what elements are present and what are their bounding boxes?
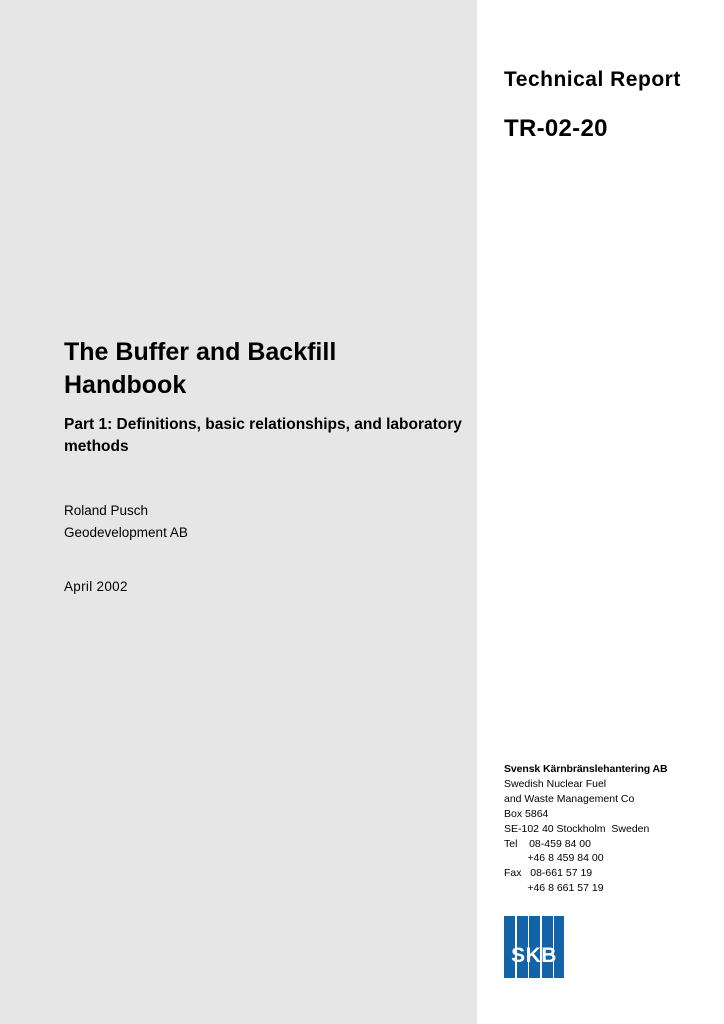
publisher-line-7: Fax 08-661 57 19 (504, 867, 593, 880)
author-block (64, 500, 464, 545)
publisher-organization: Svensk Kärnbränslehantering AB (504, 763, 668, 775)
publisher-line-1: Swedish Nuclear Fuel (504, 777, 607, 790)
publisher-line-5: Tel 08-459 84 00 (504, 837, 591, 850)
logo-wordmark: SKB (511, 944, 557, 967)
page-subtitle: Part 1: Definitions, basic relationships, and laboratory methods (64, 416, 462, 456)
page-title: The Buffer and Backfill Handbook (64, 338, 337, 399)
report-type-label: Technical Report (504, 68, 681, 91)
publication-date: April 2002 (64, 579, 128, 594)
report-number-label: TR-02-20 (504, 115, 608, 142)
publisher-line-2: and Waste Management Co (504, 792, 635, 805)
author-name: Roland Pusch (64, 503, 149, 518)
skb-logo (504, 916, 564, 978)
publisher-line-3: Box 5864 (504, 807, 549, 820)
author-affiliation: Geodevelopment AB (64, 525, 188, 541)
publisher-block (504, 762, 714, 896)
publisher-line-6: +46 8 459 84 00 (504, 852, 604, 865)
publisher-line-4: SE-102 40 Stockholm Sweden (504, 822, 650, 835)
publisher-line-8: +46 8 661 57 19 (504, 882, 604, 895)
